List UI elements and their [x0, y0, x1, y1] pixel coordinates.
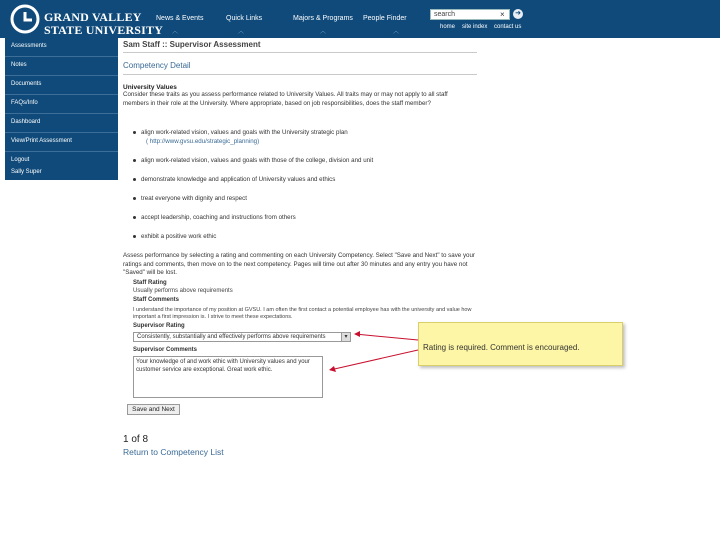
site-header [0, 0, 720, 38]
staff-rating-value: Usually performs above requirements [133, 288, 233, 294]
supervisor-comments-textarea[interactable]: Your knowledge of and work ethic with University values and your customer service are exceptional. Great work ethic. [133, 356, 323, 398]
nav-majors-programs[interactable]: Majors & Programs [293, 15, 353, 22]
bullet-icon [133, 216, 136, 219]
list-item: accept leadership, coaching and instructions from others [133, 214, 296, 221]
staff-comments-label: Staff Comments [133, 297, 180, 303]
search-input[interactable]: search [430, 9, 510, 20]
caret-up-icon: ︿ [320, 29, 327, 35]
supervisor-comments-label: Supervisor Comments [133, 347, 198, 353]
supervisor-rating-select[interactable] [133, 332, 351, 342]
sidebar-item-documents[interactable]: Documents [5, 81, 118, 95]
sidebar-item-assessments[interactable]: Assessments [5, 43, 118, 57]
section-title: Competency Detail [123, 61, 191, 70]
arrow-to-comments [330, 350, 418, 370]
search-go-icon[interactable]: ➜ [513, 9, 523, 19]
list-item: exhibit a positive work ethic [133, 233, 216, 240]
caret-up-icon: ︿ [172, 29, 179, 35]
divider [123, 74, 477, 75]
save-and-next-button[interactable]: Save and Next [127, 404, 180, 415]
staff-comments-value: I understand the importance of my position at GVSU. I am often the first contact a potential employee has with the university and value how important a first impression is. I strive to meet these expectations. [133, 307, 472, 320]
logo-text-line1: GRAND VALLEY [44, 10, 142, 24]
list-item: align work-related vision, values and goals with the University strategic plan [133, 129, 348, 136]
return-to-list-link[interactable]: Return to Competency List [123, 447, 224, 457]
sidebar [5, 38, 118, 180]
clear-search-icon[interactable]: × [500, 10, 505, 19]
list-item: demonstrate knowledge and application of University values and ethics [133, 176, 335, 183]
sidebar-item-logout[interactable]: Logout [11, 157, 30, 163]
sidebar-item-notes[interactable]: Notes [5, 62, 118, 76]
chevron-down-icon[interactable]: ▾ [341, 333, 350, 341]
site-index-link[interactable]: site index [462, 24, 488, 30]
page-counter: 1 of 8 [123, 434, 149, 445]
arrowhead-icon [354, 331, 360, 337]
sidebar-item-view-print[interactable]: View/Print Assessment [5, 138, 118, 152]
bullet-icon [133, 131, 136, 134]
supervisor-rating-label: Supervisor Rating [133, 323, 185, 329]
bullet-icon [133, 235, 136, 238]
arrowhead-icon [329, 366, 336, 372]
sidebar-item-dashboard[interactable]: Dashboard [5, 119, 118, 133]
caret-up-icon: ︿ [238, 29, 245, 35]
bullet-icon [133, 159, 136, 162]
staff-rating-label: Staff Rating [133, 280, 167, 286]
strategic-plan-link[interactable]: ( http://www.gvsu.edu/strategic_planning) [146, 138, 260, 145]
nav-quick-links[interactable]: Quick Links [226, 15, 263, 22]
logged-in-user: Sally Super [11, 169, 42, 175]
list-item: align work-related vision, values and goals with those of the college, division and unit [133, 157, 373, 164]
page-title: Sam Staff :: Supervisor Assessment [123, 40, 261, 49]
arrow-to-rating [355, 334, 418, 340]
supervisor-rating-selected: Consistently, substantially and effectively performs above requirements [137, 334, 326, 340]
logo-text-line2: STATE UNIVERSITY [44, 23, 164, 37]
bullet-icon [133, 197, 136, 200]
competency-heading: University Values [123, 84, 177, 91]
annotation-callout [418, 322, 623, 366]
competency-intro: Consider these traits as you assess performance related to University Values. All traits may or may not apply to all staff members in their role at the University. Where appropriate, based on job responsibilities, does the staff member? [123, 91, 448, 107]
gvsu-logo[interactable] [10, 4, 164, 37]
contact-us-link[interactable]: contact us [494, 24, 522, 30]
gvsu-logo-icon [10, 4, 40, 34]
sidebar-item-faqs[interactable]: FAQs/Info [5, 100, 118, 114]
callout-text: Rating is required. Comment is encouraged. [423, 343, 580, 352]
nav-people-finder[interactable]: People Finder [363, 15, 407, 22]
bullet-icon [133, 178, 136, 181]
caret-up-icon: ︿ [393, 29, 400, 35]
divider [123, 52, 477, 53]
home-link[interactable]: home [440, 24, 456, 30]
list-item: treat everyone with dignity and respect [133, 195, 247, 202]
assess-instructions: Assess performance by selecting a rating and commenting on each University Competency. Select "Save and Next" to save your ratings and comments, then move on to the next competency. Pages will time out after 30 minutes and any entry you have not "Saved" will be lost. [123, 252, 475, 276]
nav-news-events[interactable]: News & Events [156, 15, 204, 22]
